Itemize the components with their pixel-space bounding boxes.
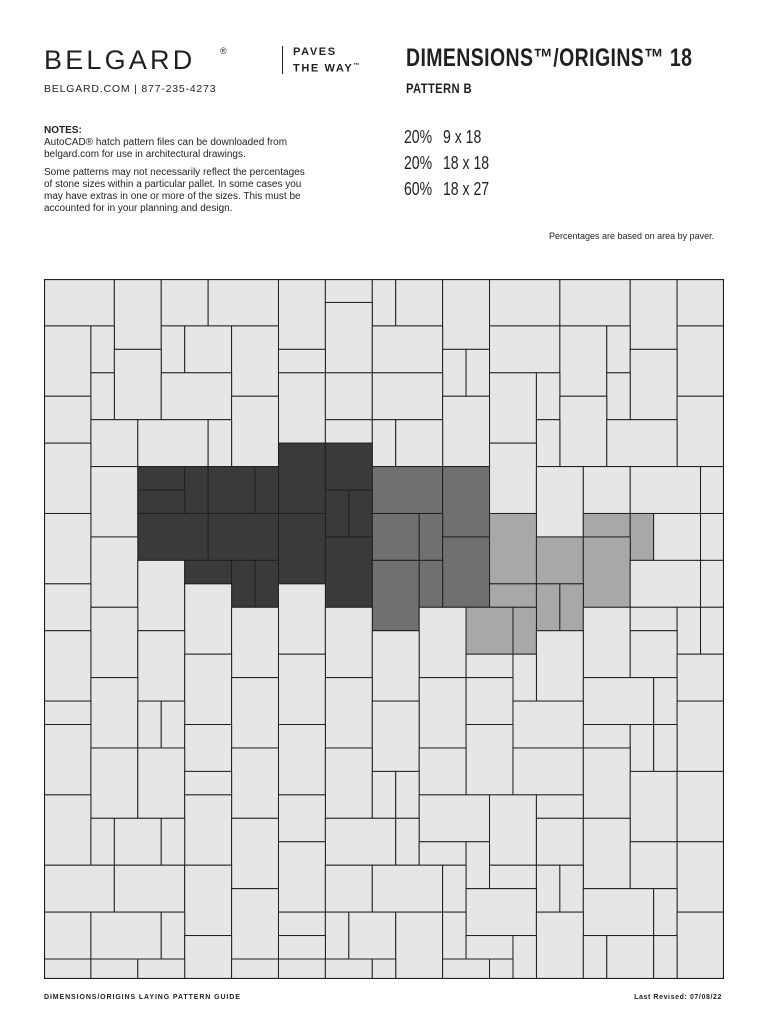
- paver: [466, 349, 489, 396]
- paver: [677, 912, 724, 979]
- paver: [701, 560, 724, 607]
- paver: [255, 467, 278, 514]
- paver: [677, 842, 724, 912]
- paver: [490, 584, 537, 607]
- paver: [232, 607, 279, 677]
- tagline-line-2-text: THE WAY: [293, 62, 354, 75]
- paver: [607, 373, 630, 420]
- paver: [490, 373, 537, 443]
- paver: [185, 654, 232, 724]
- paver: [44, 631, 91, 701]
- paver: [490, 326, 560, 373]
- paver: [325, 678, 372, 748]
- area-note: Percentages are based on area by paver.: [549, 231, 715, 241]
- paver: [466, 678, 513, 725]
- paver: [513, 748, 583, 795]
- paver: [44, 584, 91, 631]
- paver: [396, 420, 443, 467]
- trademark-mark: ™: [353, 63, 360, 69]
- paver: [138, 959, 185, 979]
- paver: [372, 959, 395, 979]
- paver: [372, 865, 442, 912]
- size-percent: 20%: [404, 153, 433, 173]
- size-mix-list: [404, 124, 513, 202]
- paver: [583, 537, 630, 607]
- paver: [536, 467, 583, 537]
- paver: [278, 795, 325, 842]
- paver: [372, 771, 395, 818]
- paver: [325, 748, 372, 818]
- paver: [583, 889, 653, 936]
- paver: [44, 279, 114, 326]
- paver: [513, 654, 536, 701]
- paver: [44, 396, 91, 443]
- paver: [560, 865, 583, 912]
- notes-heading: NOTES:: [44, 125, 82, 136]
- paver: [536, 818, 583, 865]
- paver: [114, 279, 161, 349]
- paver: [208, 467, 255, 514]
- tagline-line-1: PAVES: [293, 46, 337, 58]
- size-dimensions: 18 x 27: [443, 179, 490, 199]
- size-mix-row: [404, 176, 489, 202]
- paver: [208, 279, 278, 326]
- paver: [419, 748, 466, 795]
- paver: [91, 326, 114, 373]
- paver: [325, 912, 348, 959]
- paver: [138, 631, 185, 701]
- paver: [513, 607, 536, 654]
- paver: [185, 936, 232, 979]
- paver: [443, 912, 466, 959]
- paver: [372, 420, 395, 467]
- paver: [232, 678, 279, 748]
- paver: [255, 560, 278, 607]
- paver: [161, 373, 231, 420]
- paver: [278, 912, 325, 935]
- paver: [372, 631, 419, 701]
- paver: [278, 725, 325, 795]
- paver: [443, 959, 490, 979]
- tagline-line-2: [293, 60, 359, 76]
- paver: [607, 936, 654, 979]
- paver: [91, 467, 138, 537]
- paver: [325, 490, 348, 537]
- paver: [91, 959, 138, 979]
- pattern-name: PATTERN B: [406, 80, 473, 96]
- paver: [701, 467, 724, 514]
- paver: [278, 654, 325, 724]
- paver: [701, 607, 724, 654]
- paver: [466, 889, 536, 936]
- paver: [114, 349, 161, 419]
- paver: [443, 467, 490, 537]
- paver: [443, 865, 466, 912]
- paver: [91, 912, 161, 959]
- paver: [372, 467, 442, 514]
- paver: [349, 490, 372, 537]
- paver: [490, 865, 537, 888]
- paver: [536, 912, 583, 979]
- paver: [466, 936, 513, 959]
- paver: [114, 818, 161, 865]
- registered-mark: ®: [220, 46, 227, 56]
- paver: [396, 818, 419, 865]
- paver: [278, 959, 325, 979]
- paver: [443, 349, 466, 396]
- paver: [536, 584, 559, 631]
- size-dimensions: 18 x 18: [443, 153, 490, 173]
- paver: [583, 467, 630, 514]
- paver: [325, 865, 372, 912]
- paver: [630, 513, 653, 560]
- paver: [185, 467, 208, 514]
- paver: [278, 513, 325, 583]
- paver: [44, 443, 91, 513]
- paver: [185, 865, 232, 935]
- paver: [630, 631, 677, 678]
- paver: [490, 513, 537, 583]
- paver: [583, 748, 630, 818]
- paver: [607, 326, 630, 373]
- paver: [185, 725, 232, 772]
- paver: [654, 725, 677, 772]
- paver: [560, 396, 607, 466]
- paver: [161, 326, 184, 373]
- logo-divider: [282, 46, 283, 74]
- paver: [161, 818, 184, 865]
- paver: [536, 537, 583, 584]
- paver: [630, 349, 677, 419]
- paver: [161, 701, 184, 748]
- paver: [44, 725, 91, 795]
- paver: [443, 396, 490, 466]
- paver: [278, 584, 325, 654]
- footer-guide-title: DIMENSIONS/ORIGINS LAYING PATTERN GUIDE: [44, 994, 241, 1001]
- paver: [513, 936, 536, 979]
- paver: [654, 513, 701, 560]
- paver: [325, 279, 372, 302]
- paver: [208, 513, 278, 560]
- paver: [372, 701, 419, 771]
- paver: [443, 279, 490, 349]
- paver: [161, 912, 184, 959]
- paver: [185, 795, 232, 865]
- paver: [490, 279, 560, 326]
- paver: [138, 560, 185, 630]
- paver: [583, 725, 630, 748]
- paver: [208, 420, 231, 467]
- paver: [490, 959, 513, 979]
- paver: [138, 748, 185, 818]
- paver: [677, 396, 724, 466]
- paver: [466, 842, 489, 889]
- paver: [396, 279, 443, 326]
- paver: [419, 560, 442, 607]
- paver: [654, 678, 677, 725]
- paver: [325, 420, 372, 443]
- paver: [654, 936, 677, 979]
- paver: [114, 865, 184, 912]
- laying-pattern-drawing: [44, 279, 724, 979]
- paver: [677, 279, 724, 326]
- paver: [583, 936, 606, 979]
- paver: [91, 373, 114, 420]
- paver: [278, 373, 325, 443]
- size-mix-row: [404, 124, 489, 150]
- paver: [630, 771, 677, 841]
- contact-line: BELGARD.COM | 877-235-4273: [44, 83, 217, 95]
- paver: [278, 279, 325, 349]
- paver: [185, 560, 232, 583]
- paver: [232, 396, 279, 466]
- paver: [91, 748, 138, 818]
- paver: [44, 326, 91, 396]
- paver: [630, 560, 700, 607]
- paver: [44, 795, 91, 865]
- paver: [185, 584, 232, 654]
- paver: [325, 373, 372, 420]
- paver: [419, 678, 466, 748]
- notes-paragraph-autocad: AutoCAD® hatch pattern files can be downloaded from belgard.com for use in architectural drawings.: [44, 137, 288, 160]
- paver: [583, 607, 630, 677]
- paver: [325, 607, 372, 677]
- notes-block: [44, 125, 314, 221]
- paver: [138, 513, 208, 560]
- size-percent: 60%: [404, 179, 433, 199]
- paver: [325, 302, 372, 372]
- paver: [44, 701, 91, 724]
- logo-wordmark: BELGARD: [44, 45, 196, 75]
- paver: [560, 326, 607, 396]
- paver: [349, 912, 396, 959]
- paver: [232, 959, 279, 979]
- paver: [490, 795, 537, 865]
- paver: [44, 959, 91, 979]
- paver: [325, 959, 372, 979]
- paver: [560, 584, 583, 631]
- paver: [677, 607, 700, 654]
- paver: [443, 537, 490, 607]
- paver: [278, 443, 325, 513]
- paver: [232, 560, 255, 607]
- paver: [138, 467, 185, 490]
- paver: [701, 513, 724, 560]
- paver: [630, 842, 677, 889]
- paver: [91, 607, 138, 677]
- paver: [536, 865, 559, 912]
- paver: [44, 513, 91, 583]
- paver: [185, 771, 232, 794]
- paver: [278, 842, 325, 912]
- paver: [44, 865, 114, 912]
- paver: [630, 279, 677, 349]
- paver: [677, 771, 724, 841]
- footer-last-revised: Last Revised: 07/08/22: [634, 994, 722, 1001]
- paver: [372, 560, 419, 630]
- paver: [372, 326, 442, 373]
- paver: [583, 818, 630, 888]
- paver: [536, 631, 583, 701]
- paver: [419, 607, 466, 677]
- paver: [185, 326, 232, 373]
- paver: [536, 373, 559, 420]
- paver: [91, 678, 138, 748]
- paver: [325, 443, 372, 490]
- paver: [560, 279, 630, 326]
- paver: [44, 912, 91, 959]
- paver: [325, 818, 395, 865]
- paver: [372, 279, 395, 326]
- paver: [91, 818, 114, 865]
- paver: [372, 513, 419, 560]
- paver: [232, 889, 279, 959]
- paver: [419, 842, 466, 865]
- paver: [325, 537, 372, 607]
- paver: [490, 443, 537, 513]
- paver: [654, 889, 677, 936]
- paver: [536, 420, 559, 467]
- paver: [513, 701, 583, 748]
- paver: [466, 654, 513, 677]
- paver: [232, 818, 279, 888]
- paver: [630, 725, 653, 772]
- paver: [232, 326, 279, 396]
- paver: [396, 912, 443, 979]
- paver: [91, 420, 138, 467]
- product-title: DIMENSIONS™/ORIGINS™ 18: [406, 44, 693, 72]
- paver: [677, 701, 724, 771]
- size-percent: 20%: [404, 127, 433, 147]
- paver: [536, 795, 583, 818]
- paver: [607, 420, 677, 467]
- paver: [630, 467, 700, 514]
- size-mix-row: [404, 150, 489, 176]
- paver: [396, 771, 419, 818]
- paver: [161, 279, 208, 326]
- paver: [583, 513, 630, 536]
- paver: [138, 490, 185, 513]
- paver: [232, 748, 279, 818]
- paver: [278, 936, 325, 959]
- paver: [278, 349, 325, 372]
- paver: [372, 373, 442, 420]
- paver: [677, 326, 724, 396]
- paver: [677, 654, 724, 701]
- paver: [419, 795, 489, 842]
- size-dimensions: 9 x 18: [443, 127, 482, 147]
- paver: [91, 537, 138, 607]
- paver: [419, 513, 442, 560]
- paver: [583, 678, 653, 725]
- paver: [466, 607, 513, 654]
- paver: [138, 420, 208, 467]
- paver: [630, 607, 677, 630]
- notes-paragraph-percentages: Some patterns may not necessarily reflect the percentages of stone sizes within a particular pallet. In some cases you may have extras in one or more of the sizes. This must be accounted for in your planning and design.: [44, 167, 305, 214]
- paver: [138, 701, 161, 748]
- paver: [466, 725, 513, 795]
